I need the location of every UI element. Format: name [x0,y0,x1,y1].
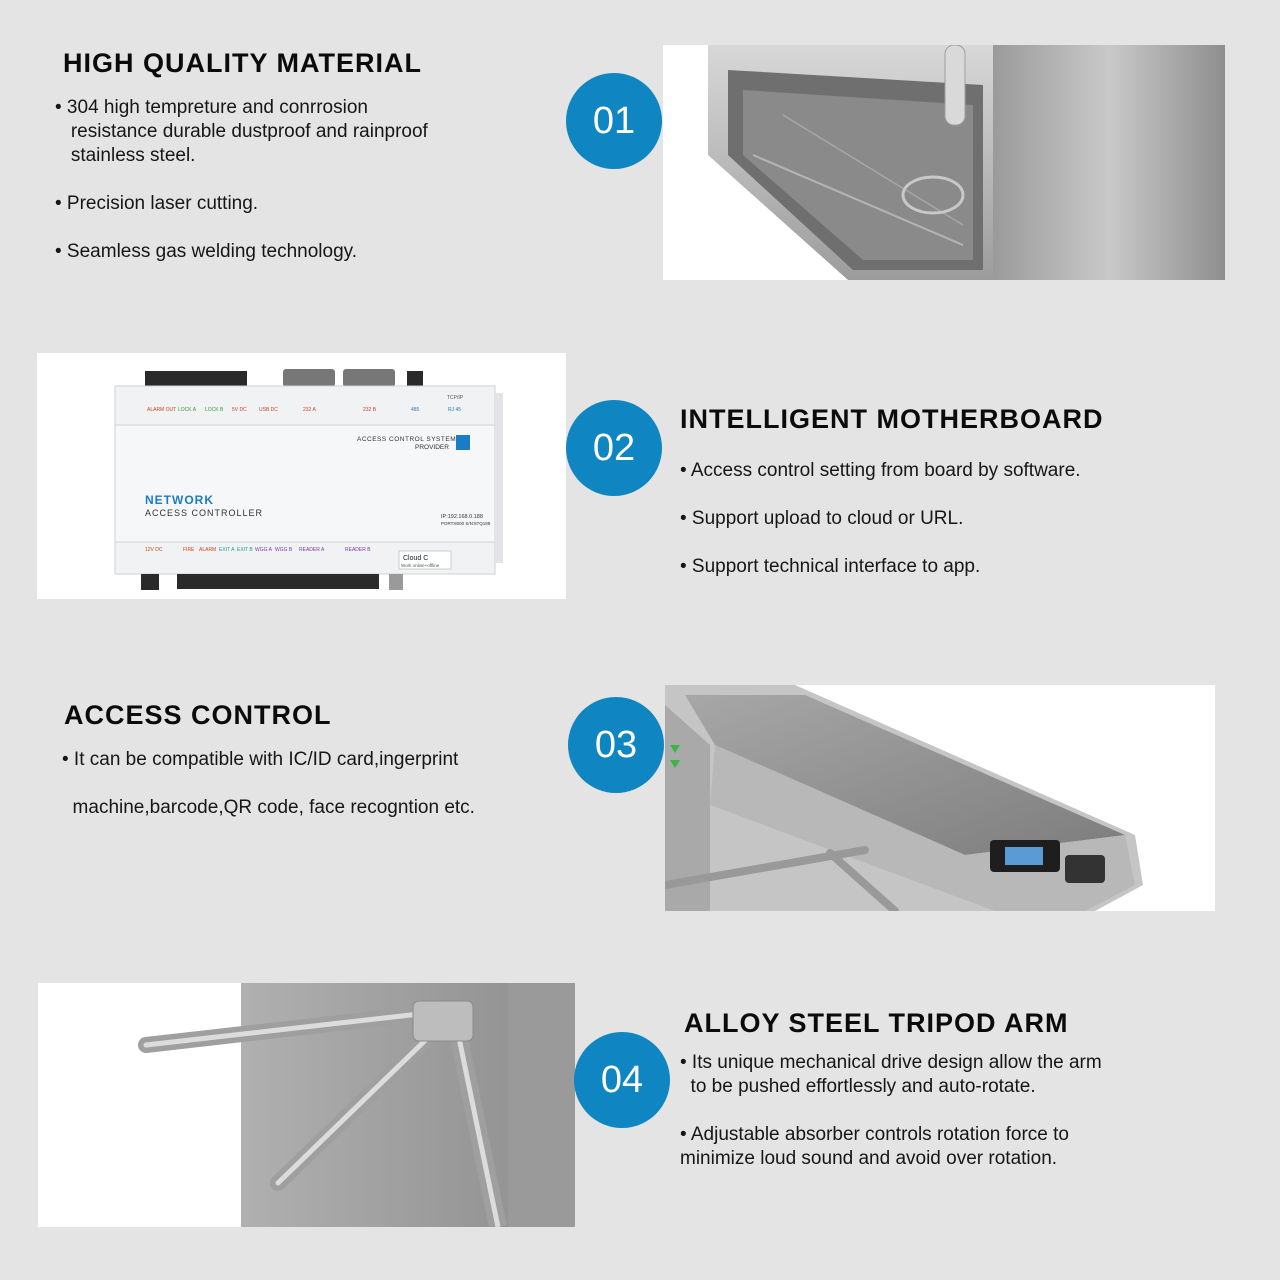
list-item: • Access control setting from board by software. [680,460,1081,481]
step-number-04: 04 [574,1032,670,1128]
label-12v-dc: 12V DC [145,547,163,553]
list-item: • 304 high tempreture and conrrosion resistance durable dustproof and rainproof stainless steel. [55,97,428,166]
label-lock-b: LOCK B [205,407,224,413]
label-reader-a: READER A [299,547,325,553]
step-number-01: 01 [566,73,662,169]
label-exit-a: EXIT A [219,547,235,553]
access-controller-photo [37,353,566,599]
label-wgg-b: WGG B [275,547,293,553]
section-4-bullets [680,1051,1102,1171]
list-item: • Support technical interface to app. [680,556,981,577]
brand-square-icon [456,435,470,450]
list-item: • Its unique mechanical drive design allow the arm to be pushed effortlessly and auto-rotate. [680,1052,1102,1097]
label-exit-b: EXIT B [237,547,253,553]
brand-line-2: PROVIDER [415,444,449,451]
cloud-sublabel: Work online+offline [401,563,440,568]
list-item: • It can be compatible with IC/ID card,ingerprint [62,749,459,770]
tripod-arm-icon [38,983,575,1227]
section-2-bullets [680,459,1081,579]
cloud-label: Cloud C [403,555,429,562]
section-3-title: ACCESS CONTROL [64,700,332,730]
label-232a: 232 A [303,407,316,413]
controller-title: NETWORK [145,493,214,507]
list-item: • Seamless gas welding technology. [55,241,358,262]
tripod-arm-photo [38,983,575,1227]
section-1-title: HIGH QUALITY MATERIAL [63,48,422,78]
label-usb-dc: USB DC [259,407,278,413]
step-number-03: 03 [568,697,664,793]
label-fire: FIRE [183,547,195,553]
section-3-bullets [62,748,475,820]
controller-subtitle: ACCESS CONTROLLER [145,508,264,518]
controller-ip: IP:192.168.0.188 [441,514,483,520]
label-232b: 232 B [363,407,377,413]
turnstile-top-panel-icon [665,685,1215,911]
section-2-title: INTELLIGENT MOTHERBOARD [680,404,1104,434]
list-item: • Support upload to cloud or URL. [680,508,964,529]
turnstile-cabinet-photo [663,45,1225,280]
label-alarm: ALARM [199,547,217,553]
list-item: • Precision laser cutting. [55,193,259,214]
section-1-bullets [55,96,428,264]
section-4-title: ALLOY STEEL TRIPOD ARM [684,1008,1069,1038]
label-tcp-ip: TCP/IP [447,395,464,401]
label-reader-b: READER B [345,547,371,553]
brand-line-1: ACCESS CONTROL SYSTEM [357,436,457,443]
controller-port: PORT:8000 S/N:87Q188 [441,521,491,526]
label-5v-dc: 5V DC [232,407,247,413]
label-485: 485 [411,407,420,413]
label-wgg-a: WGG A [255,547,272,553]
list-item: • Adjustable absorber controls rotation force to minimize loud sound and avoid over rotation. [680,1124,1069,1169]
turnstile-top-photo [665,685,1215,911]
label-lock-a: LOCK A [178,407,197,413]
turnstile-cabinet-interior-icon [663,45,1225,280]
list-item: machine,barcode,QR code, face recogntion etc. [62,797,475,818]
step-number-02: 02 [566,400,662,496]
label-rj45: RJ 45 [448,407,462,413]
access-controller-board-icon [37,353,566,599]
label-alarm-out: ALARM OUT [147,407,177,413]
